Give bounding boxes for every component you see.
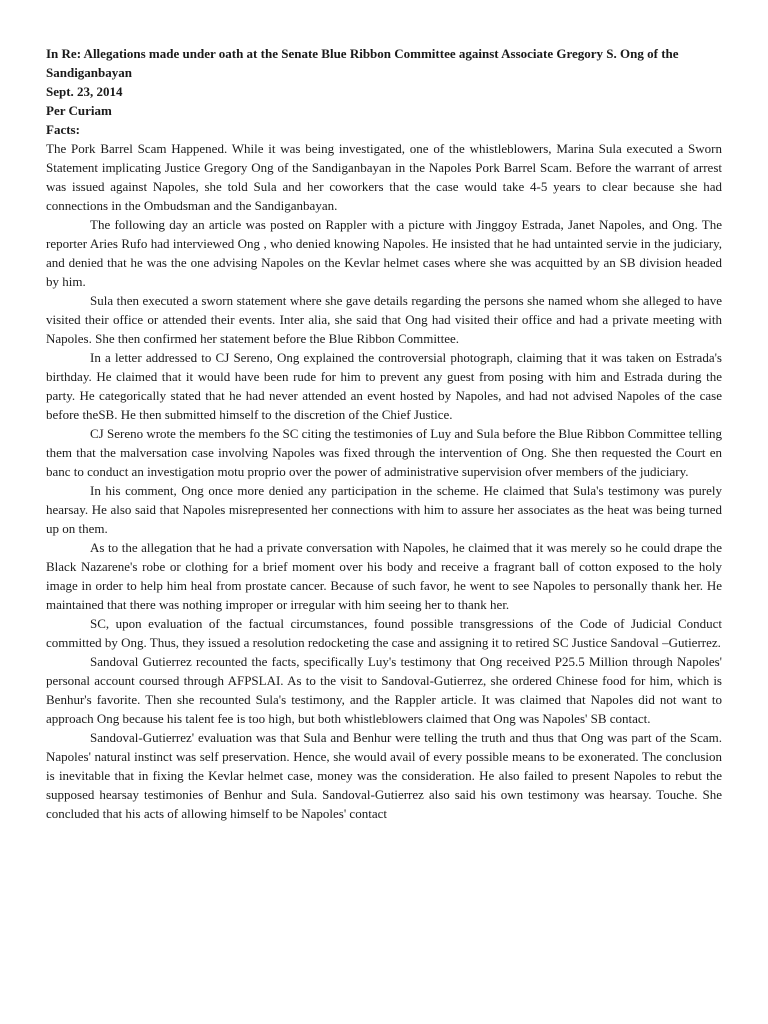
document-title: In Re: Allegations made under oath at the Senate Blue Ribbon Committee against Associate Gregory S. Ong of the Sandiganbayan — [46, 46, 679, 80]
paragraph: In a letter addressed to CJ Sereno, Ong explained the controversial photograph, claiming that it was taken on Estrada's birthday. He claimed that it would have been rude for him to prevent any guest from posing with him and Estrada during the party. He categorically stated that he had never attended an event hosted by Napoles, and had not advised Napoles of the case before theSB. He then submitted himself to the discretion of the Chief Justice. — [46, 350, 722, 422]
paragraph: CJ Sereno wrote the members fo the SC citing the testimonies of Luy and Sula before the Blue Ribbon Committee telling them that the malversation case involving Napoles was fixed through the intervention of Ong. She then requested the Court en banc to conduct an investigation motu proprio over the power of administrative supervision ofver members of the judiciary. — [46, 426, 722, 479]
paragraph: The Pork Barrel Scam Happened. While it was being investigated, one of the whistleblowers, Marina Sula executed a Sworn Statement implicating Justice Gregory Ong of the Sandiganbayan in the Napoles Pork Barrel Scam. Before the warrant of arrest was issued against Napoles, she told Sula and her coworkers that the case would take 4-5 years to clear because she had connections in the Ombudsman and the Sandiganbayan. — [46, 141, 722, 213]
paragraph: Sula then executed a sworn statement where she gave details regarding the persons she named whom she alleged to have visited their office or attended their events. Inter alia, she said that Ong had visited their office and had a private meeting with Napoles. She then confirmed her statement before the Blue Ribbon Committee. — [46, 293, 722, 346]
paragraph: Sandoval Gutierrez recounted the facts, specifically Luy's testimony that Ong received P25.5 Million through Napoles' personal account coursed through AFPSLAI. As to the visit to Sandoval-Gutierrez, she ordered Chinese food for him, which is Benhur's favorite. Then she recounted Sula's testimony, and the Rappler article. It was claimed that Napoles did not want to approach Ong because his talent fee is too high, but both whistleblowers claimed that Ong was Napoles' SB contact. — [46, 654, 722, 726]
paragraph: SC, upon evaluation of the factual circumstances, found possible transgressions of the Code of Judicial Conduct committed by Ong. Thus, they issued a resolution redocketing the case and assigning it to retired SC Justice Sandoval –Gutierrez. — [46, 616, 722, 650]
paragraph: Sandoval-Gutierrez' evaluation was that Sula and Benhur were telling the truth and thus that Ong was part of the Scam. Napoles' natural instinct was self preservation. Hence, she would avail of every possible means to be exonerated. The conclusion is inevitable that in fixing the Kevlar helmet case, money was the consideration. He also failed to present Napoles to rebut the supposed hearsay testimonies of Benhur and Sula. Sandoval-Gutierrez also said his own testimony was hearsay. Touche. She concluded that his acts of allowing himself to be Napoles' contact — [46, 730, 722, 821]
paragraph: The following day an article was posted on Rappler with a picture with Jinggoy Estrada, Janet Napoles, and Ong. The reporter Aries Rufo had interviewed Ong , who denied knowing Napoles. He insisted that he had untainted servie in the judiciary, and denied that he was the one advising Napoles on the Kevlar helmet cases where she was acquitted by an SB division headed by him. — [46, 217, 722, 289]
paragraph: As to the allegation that he had a private conversation with Napoles, he claimed that it was merely so he could drape the Black Nazarene's robe or clothing for a brief moment over his body and receive a fragrant ball of cotton exposed to the holy image in order to help him heal from prostate cancer. Because of such favor, he went to see Napoles to personally thank her. He maintained that there was nothing improper or irregular with him seeing her to thank her. — [46, 540, 722, 612]
facts-heading: Facts: — [46, 122, 80, 137]
decision-author: Per Curiam — [46, 103, 112, 118]
decision-date: Sept. 23, 2014 — [46, 84, 123, 99]
document-page — [46, 44, 722, 823]
paragraph: In his comment, Ong once more denied any participation in the scheme. He claimed that Sula's testimony was purely hearsay. He also said that Napoles misrepresented her connections with him to assure her associates as the heat was being turned up on them. — [46, 483, 722, 536]
